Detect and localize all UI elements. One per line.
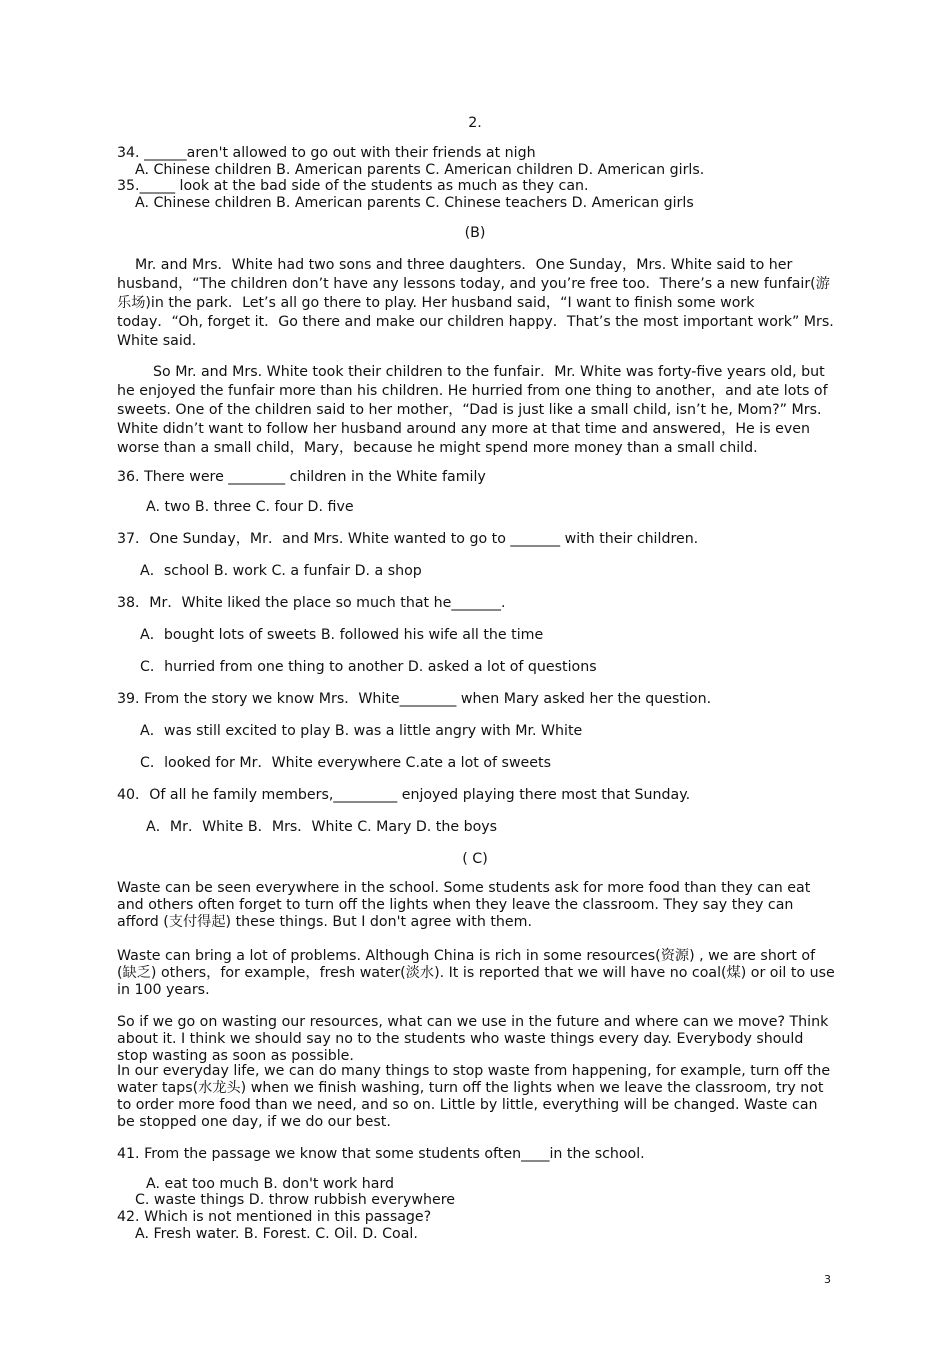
section-heading: 2. <box>468 115 482 131</box>
passage-c-paragraph-1: Waste can be seen everywhere in the school. Some students ask for more food than they can eat and others often forget to turn off the lights when they leave the classroom. They say they can afford (支付得起) these things. But I don't agree with them. <box>117 880 811 930</box>
question-40: 40．Of all he family members,_________ enjoyed playing there most that Sunday. <box>117 787 691 803</box>
question-41-options-cd: C. waste things D. throw rubbish everywhere <box>135 1192 455 1208</box>
question-39: 39. From the story we know Mrs．White________ when Mary asked her the question. <box>117 691 712 707</box>
question-34: 34. ______aren't allowed to go out with their friends at nigh <box>117 145 536 161</box>
section-c-label: ( C) <box>462 851 488 867</box>
question-35: 35._____ look at the bad side of the students as much as they can. <box>117 178 589 194</box>
passage-c-paragraph-3: So if we go on wasting our resources, what can we use in the future and where can we move? Think about it. I think we should say no to the students who waste things every day. Everybody should stop wasting as soon as possible. <box>117 1014 829 1064</box>
question-36-options: A. two B. three C. four D. five <box>146 499 354 515</box>
question-38: 38．Mr．White liked the place so much that he_______. <box>117 595 506 611</box>
passage-c-paragraph-2: Waste can bring a lot of problems. Although China is rich in some resources(资源) , we are short of (缺乏) others，for example，fresh water(淡水). It is reported that we will have no coal(煤) or oil to use in 100 years. <box>117 948 835 998</box>
question-36: 36. There were ________ children in the White family <box>117 469 486 485</box>
question-37-options: A．school B. work C. a funfair D. a shop <box>140 563 422 579</box>
page-number: 3 <box>824 1273 831 1286</box>
question-42: 42. Which is not mentioned in this passage? <box>117 1209 432 1225</box>
passage-b-paragraph-1: Mr. and Mrs．White had two sons and three daughters．One Sunday，Mrs. White said to her husband，“The children don’t have any lessons today, and you’re free too．There’s a new funfair(游乐场)in the park．Let’s all go there to play. Her husband said，“I want to finish some work today．“Oh, forget it．Go there and make our children happy．That’s the most important work” Mrs. White said. <box>117 257 834 349</box>
question-41: 41. From the passage we know that some students often____in the school. <box>117 1146 645 1162</box>
question-42-options: A. Fresh water. B. Forest. C. Oil. D. Coal. <box>135 1226 418 1242</box>
question-40-options: A．Mr．White B．Mrs．White C. Mary D. the boys <box>146 819 498 835</box>
question-38-options-ab: A．bought lots of sweets B. followed his wife all the time <box>140 627 544 643</box>
passage-c-paragraph-4: In our everyday life, we can do many things to stop waste from happening, for example, turn off the water taps(水龙头) when we finish washing, turn off the lights when we leave the classroom, try not to order more food than we need, and so on. Little by little, everything will be changed. Waste can be stopped one day, if we do our best. <box>117 1063 831 1130</box>
question-37: 37．One Sunday，Mr．and Mrs. White wanted to go to _______ with their children. <box>117 531 699 547</box>
question-39-options-cd: C．looked for Mr．White everywhere C.ate a lot of sweets <box>140 755 551 771</box>
question-39-options-ab: A．was still excited to play B. was a little angry with Mr. White <box>140 723 583 739</box>
question-35-options: A. Chinese children B. American parents C. Chinese teachers D. American girls <box>135 195 694 211</box>
question-38-options-cd: C．hurried from one thing to another D. asked a lot of questions <box>140 659 597 675</box>
passage-b-paragraph-2: So Mr. and Mrs. White took their children to the funfair．Mr. White was forty-five years old, but he enjoyed the funfair more than his children. He hurried from one thing to another，and ate lots of sweets. One of the children said to her mother，“Dad is just like a small child, isn’t he, Mom?” Mrs. White didn’t want to follow her husband around any more at that time and answered，He is even worse than a small child，Mary，because he might spend more money than a small child. <box>117 364 828 456</box>
question-41-options-ab: A. eat too much B. don't work hard <box>146 1176 395 1192</box>
section-b-label: (B) <box>464 225 486 241</box>
question-34-options: A. Chinese children B. American parents C. American children D. American girls. <box>135 162 705 178</box>
